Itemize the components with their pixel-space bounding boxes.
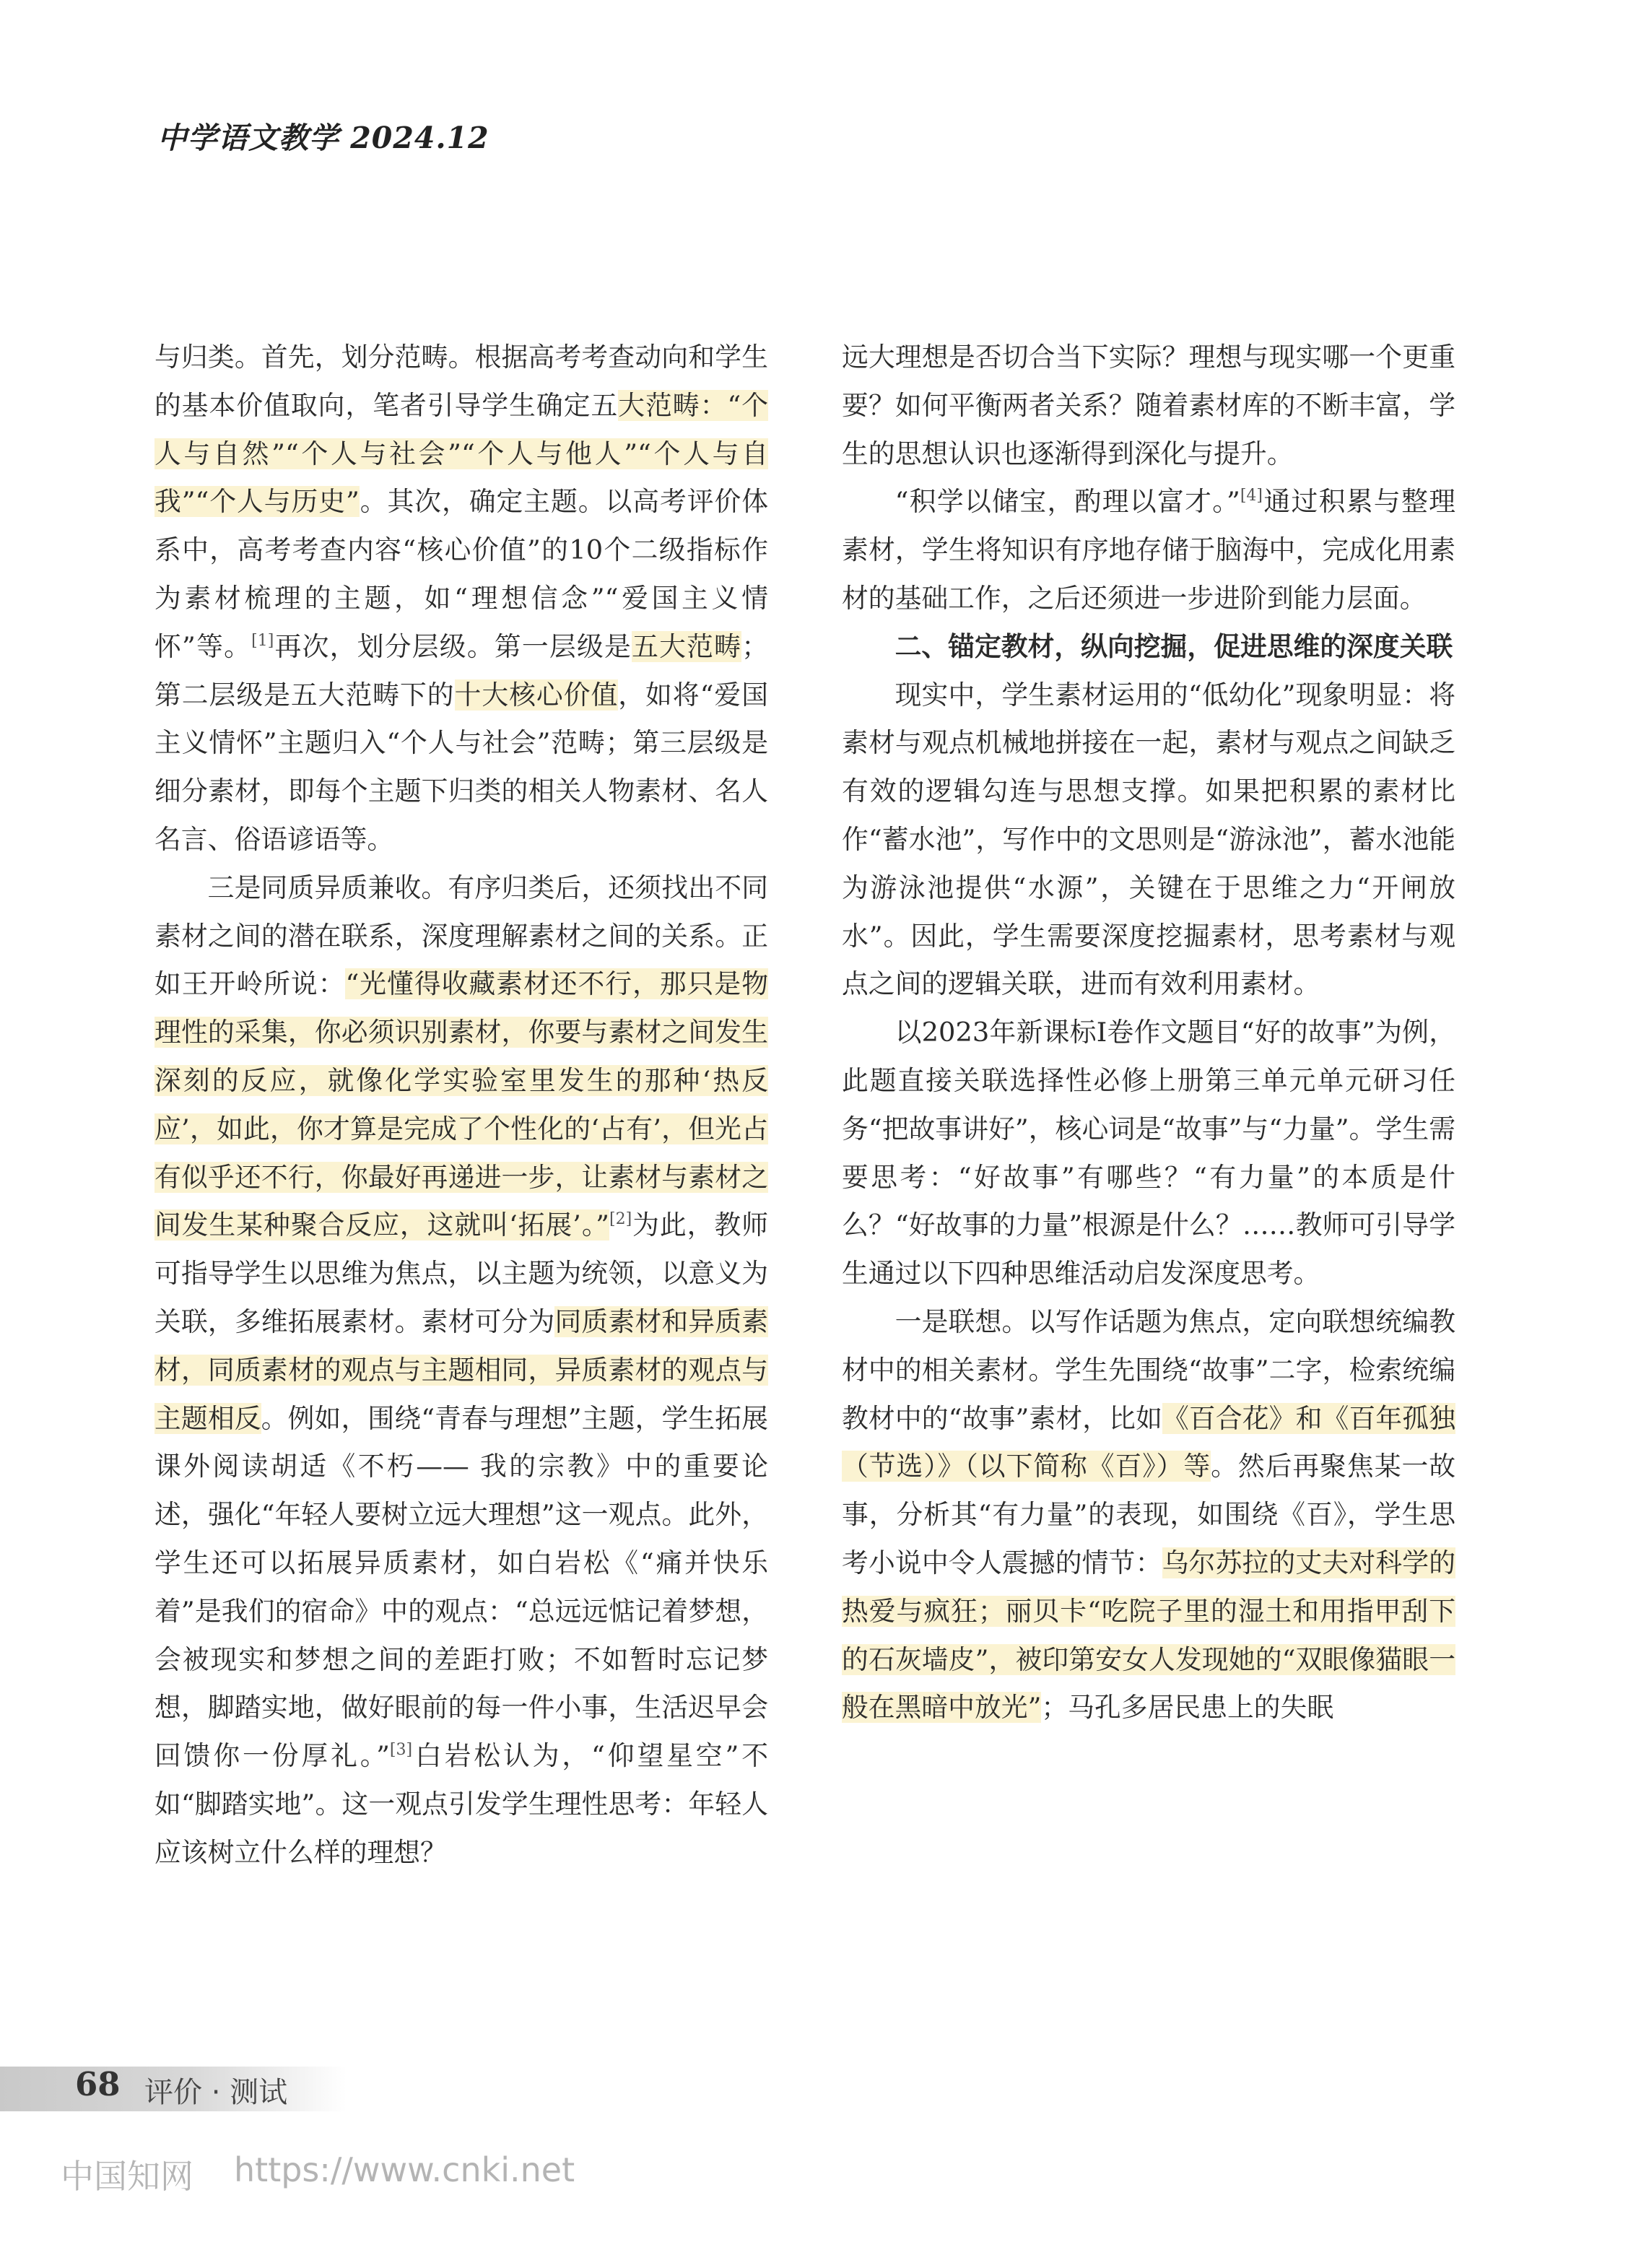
text-run: 与归类。首先，划分范畴。根据高考考查动向和学生的基本价值取向，笔者引导学生确定五	[154, 342, 768, 421]
text-run: 。例如，围绕“青春与理想”主题，学生拓展课外阅读胡适《不朽—— 我的宗教》中的重要论述，强化“年轻人要树立远大理想”这一观点。此外，学生还可以拓展异质素材，如白岩松《“痛并快乐着”是我们的宿命》中的观点：“总远远惦记着梦想，会被现实和梦想之间的差距打败；不如暂时忘记梦想，脚踏实地，做好眼前的每一件小事，生活迟早会回馈你一份厚礼。”	[154, 1402, 769, 1772]
watermark-url[interactable]: https://www.cnki.net	[234, 2150, 575, 2189]
text-run: 现实中，学生素材运用的“低幼化”现象明显：将素材与观点机械地拼接在一起，素材与观点之间缺乏有效的逻辑勾连与思想支撑。如果把积累的素材比作“蓄水池”，写作中的文思则是“游泳池”，蓄水池能为游泳池提供“水源”，关键在于思维之力“开闸放水”。因此，学生需要深度挖掘素材，思考素材与观点之间的逻辑关联，进而有效利用素材。	[842, 679, 1455, 1000]
citation-ref: [2]	[609, 1210, 632, 1229]
text-run: ；第二层级是五大范畴下的	[154, 630, 769, 711]
section-heading: 二、锚定教材，纵向挖掘，促进思维的深度关联	[894, 630, 1453, 662]
highlighted-text: 大范畴：“个人与自然”“个人与社会”“个人与他人”“个人与自我”“个人与历史”	[154, 389, 768, 518]
paragraph	[842, 478, 1455, 622]
text-run: ；马孔多居民患上的失眠	[1041, 1692, 1334, 1724]
citation-ref: [3]	[389, 1741, 413, 1760]
text-run: 以2023年新课标Ⅰ卷作文题目“好的故事”为例，此题直接关联选择性必修上册第三单元单元研习任务“把故事讲好”，核心词是“故事”与“力量”。学生需要思考：“好故事”有哪些？“有力量”的本质是什么？“好故事的力量”根源是什么？……教师可引导学生通过以下四种思维活动启发深度思考。	[842, 1017, 1455, 1290]
paragraph	[842, 1009, 1455, 1298]
paragraph	[842, 672, 1455, 1009]
highlighted-text: 乌尔苏拉的丈夫对科学的热爱与疯狂；丽贝卡“吃院子里的湿土和用指甲刮下的石灰墙皮”，被印第安女人发现她的“双眼像猫眼一般在黑暗中放光”	[842, 1547, 1456, 1724]
text-run: 白岩松认为，“仰望星空”不如“脚踏实地”。这一观点引发学生理性思考：年轻人应该树立什么样的理想？	[154, 1740, 768, 1868]
text-run: 为此，教师可指导学生以思维为焦点，以主题为统领，以意义为关联，多维拓展素材。素材可分为	[154, 1209, 768, 1337]
highlighted-text: 十大核心价值	[454, 679, 619, 711]
text-run: 。其次，确定主题。以高考评价体系中，高考考查内容“核心价值”的10个二级指标作为素材梳理的主题，如“理想信念”“爱国主义情怀”等。	[154, 486, 768, 662]
paragraph	[154, 864, 768, 1877]
page-number: 68	[75, 2065, 121, 2103]
paragraph	[154, 334, 768, 864]
highlighted-text: 同质素材和异质素材，同质素材的观点与主题相同，异质素材的观点与主题相反	[154, 1305, 769, 1434]
highlighted-text: “光懂得收藏素材还不行，那只是物理性的采集，你必须识别素材，你要与素材之间发生深刻的反应，就像化学实验室里发生的那种‘热反应’，如此，你才算是完成了个性化的‘占有’，但光占有似乎还不行，你最好再递进一步，让素材与素材之间发生某种聚合反应，这就叫‘拓展’。”	[154, 968, 768, 1241]
citation-ref: [1]	[251, 631, 274, 650]
paragraph	[842, 1298, 1455, 1732]
text-run: 三是同质异质兼收。有序归类后，还须找出不同素材之间的潜在联系，深度理解素材之间的关系。正如王开岭所说：	[154, 872, 768, 1000]
text-run: 通过积累与整理素材，学生将知识有序地存储于脑海中，完成化用素材的基础工作，之后还须进一步进阶到能力层面。	[842, 486, 1455, 614]
highlighted-text: 《百合花》和《百年孤独（节选）》（以下简称《百》）等	[842, 1402, 1456, 1482]
citation-ref: [4]	[1240, 487, 1263, 505]
highlighted-text: 五大范畴	[632, 630, 742, 662]
right-column	[842, 334, 1455, 1732]
journal-header: 中学语文教学 2024.12	[157, 121, 489, 155]
text-run: 远大理想是否切合当下实际？理想与现实哪一个更重要？如何平衡两者关系？随着素材库的不断丰富，学生的思想认识也逐渐得到深化与提升。	[842, 342, 1455, 469]
text-run: 。然后再聚焦某一故事，分析其“有力量”的表现，如围绕《百》，学生思考小说中令人震撼的情节：	[842, 1451, 1456, 1578]
paragraph	[842, 334, 1455, 478]
text-run: 一是联想。以写作话题为焦点，定向联想统编教材中的相关素材。学生先围绕“故事”二字，检索统编教材中的“故事”素材，比如	[842, 1305, 1455, 1434]
watermark	[61, 2150, 575, 2198]
text-run: ，如将“爱国主义情怀”主题归入“个人与社会”范畴；第三层级是细分素材，即每个主题下归类的相关人物素材、名人名言、俗语谚语等。	[154, 679, 768, 855]
text-run: “积学以储宝，酌理以富才。”	[894, 486, 1240, 518]
section-label: 评价 · 测试	[144, 2076, 288, 2109]
watermark-name: 中国知网	[61, 2157, 193, 2196]
left-column	[154, 334, 768, 1877]
text-run: 再次，划分层级。第一层级是	[274, 630, 632, 662]
